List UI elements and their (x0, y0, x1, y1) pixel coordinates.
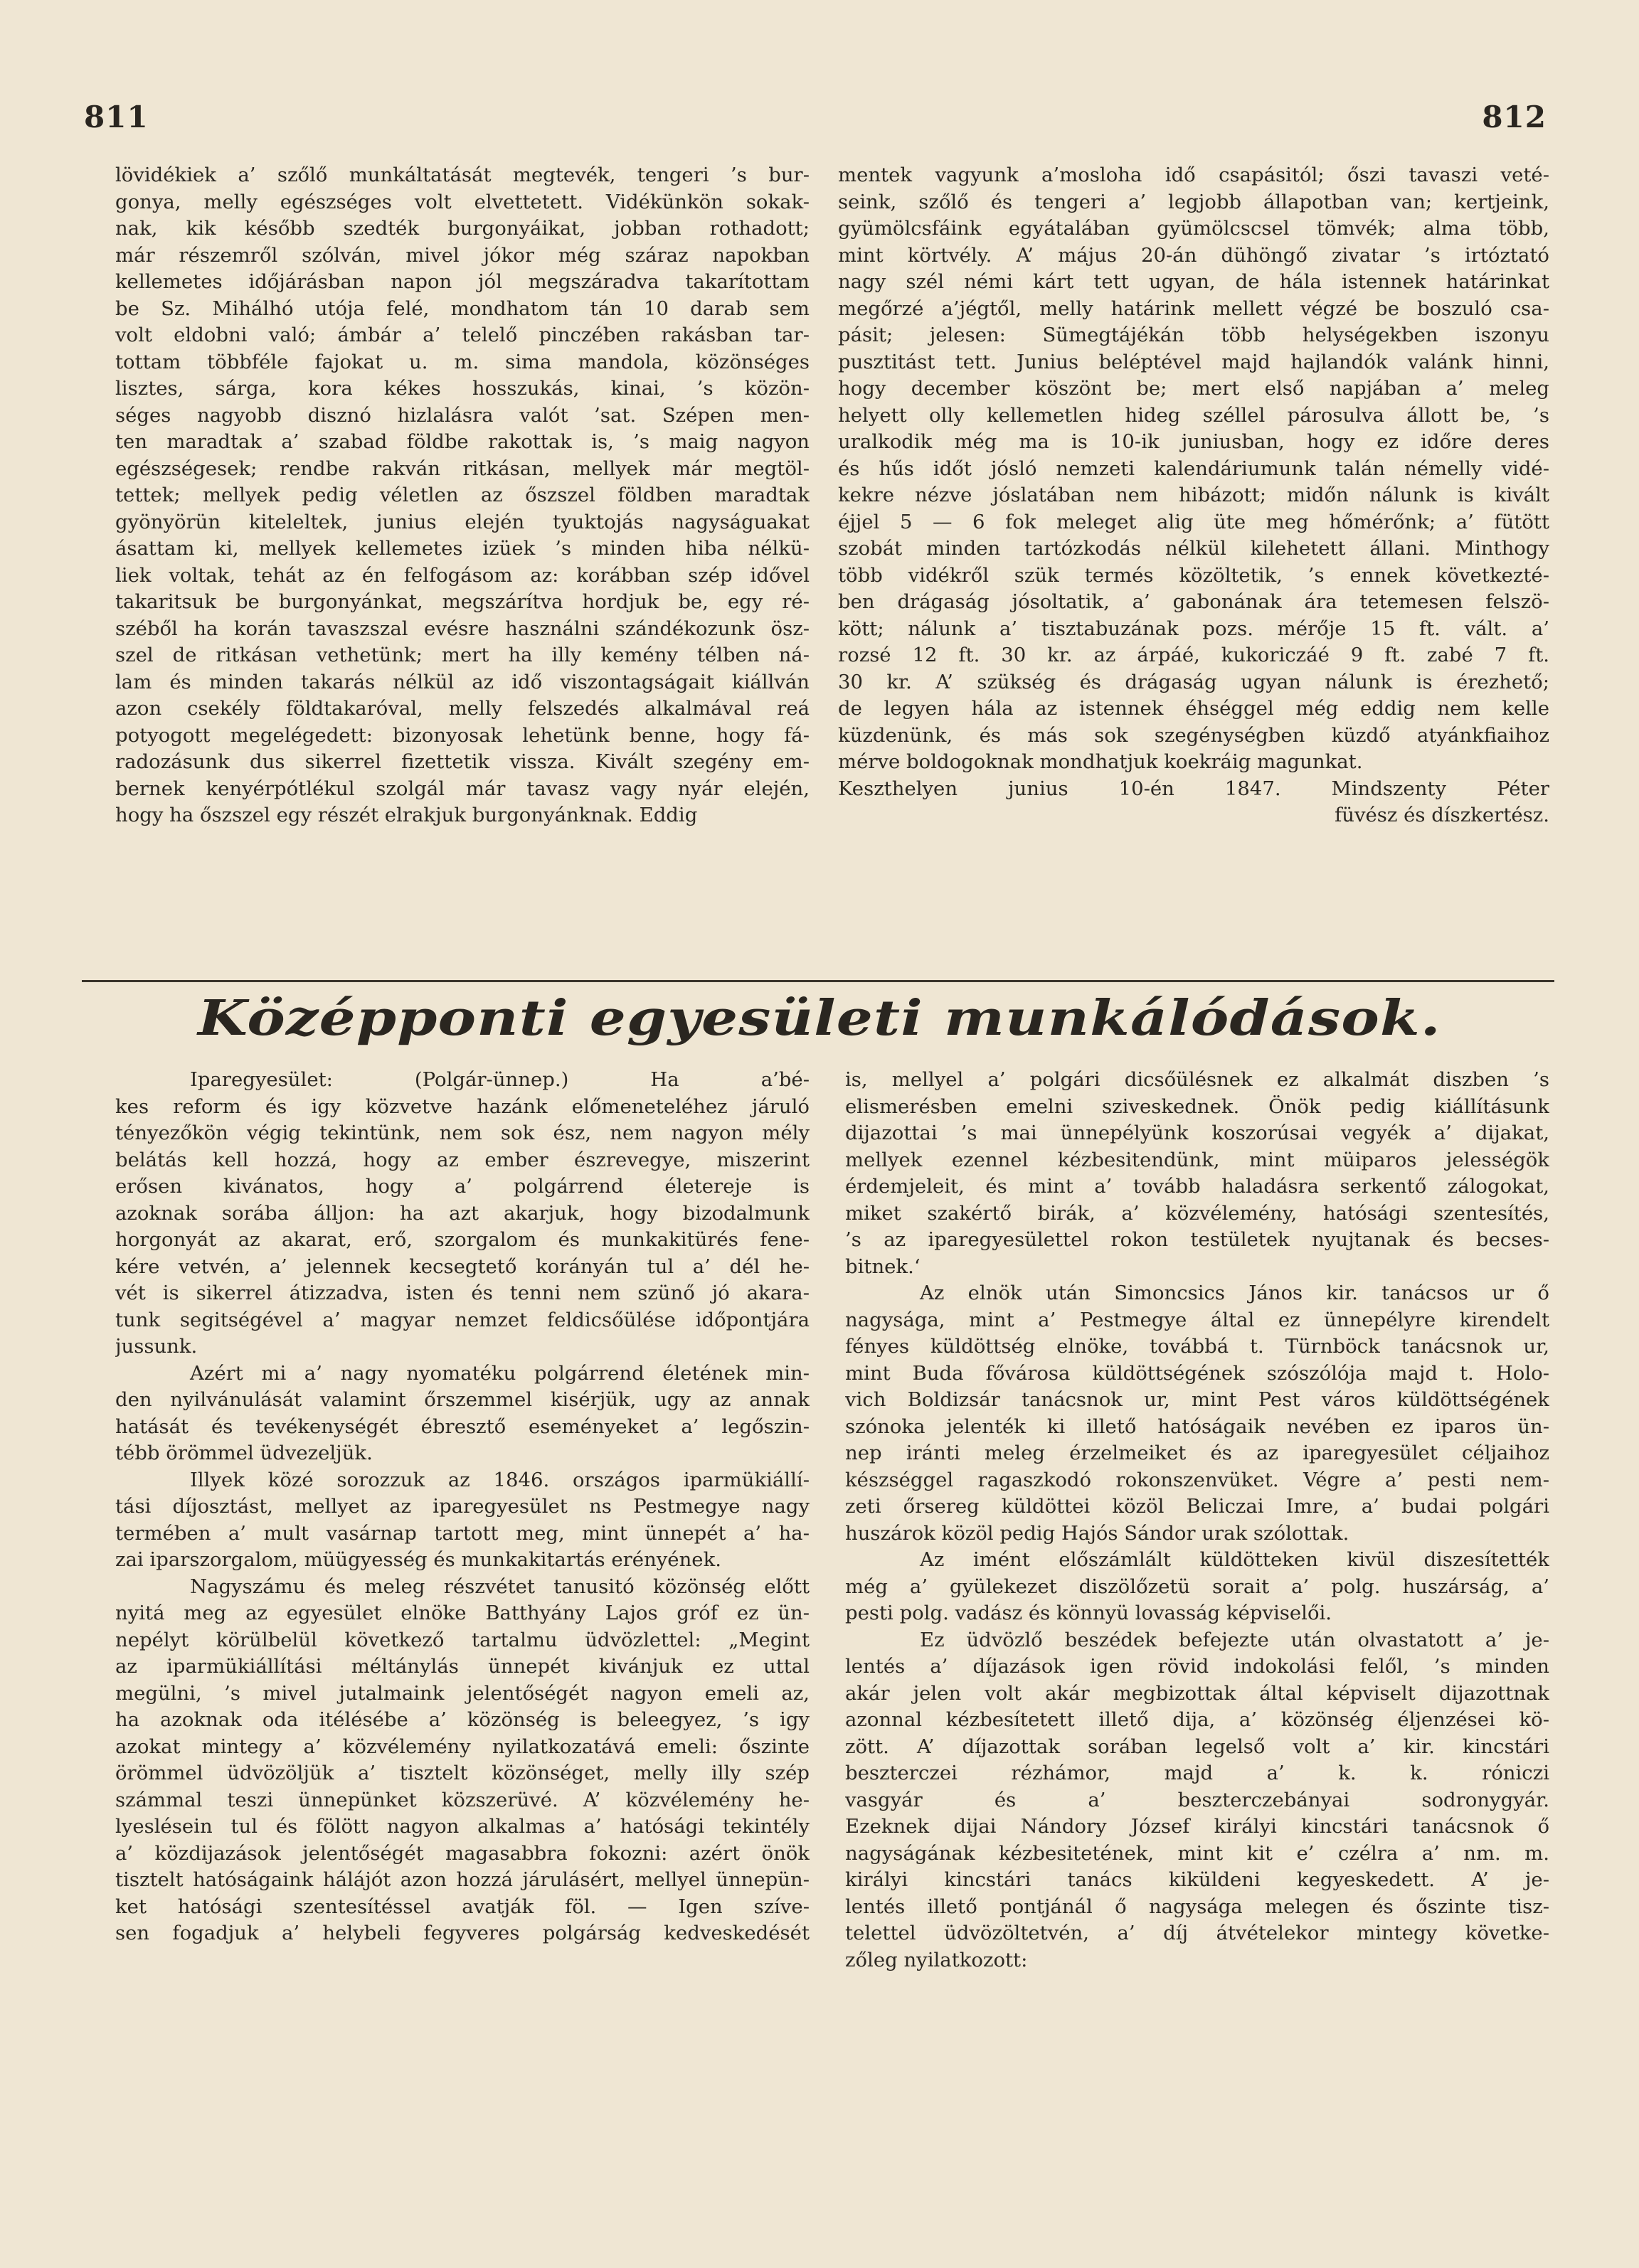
text-line: pusztitást tett. Junius beléptével majd hajlandók valánk hinni, (838, 350, 1549, 373)
page-number-right: 812 (1482, 100, 1547, 134)
text-line: rozsé 12 ft. 30 kr. az árpáé, kukoriczáé 9 ft. zabé 7 ft. (838, 644, 1549, 666)
text-line: lentés illető pontjánál ő nagysága melegen és őszinte tisz- (845, 1895, 1549, 1918)
text-line: készséggel ragaszkodó rokonszenvüket. Végre a’ pesti nem- (845, 1468, 1549, 1491)
text-line: megőrzé a’jégtől, melly határink mellett végzé be boszuló csa- (838, 297, 1549, 320)
text-line: helyett olly kellemetlen hideg széllel párosulva állott be, ’s (838, 403, 1549, 427)
text-line: takaritsuk be burgonyánkat, megszárítva hordjuk be, egy ré- (115, 590, 810, 613)
text-line: lentés a’ díjazások igen rövid indokolási felől, ’s minden (845, 1655, 1549, 1678)
text-line: gyümölcsfáink egyátalában gyümölcscsel tömvék; alma több, (838, 217, 1549, 240)
text-line: nak, kik később szedték burgonyáikat, jobban rothadott; (115, 217, 810, 240)
text-line: azokat mintegy a’ közvélemény nyilatkozatává emeli: őszinte (115, 1735, 810, 1758)
text-line: tunk segitségével a’ magyar nemzet feldicsőülése időpontjára (115, 1308, 810, 1331)
text-line: királyi kincstári tanács kiküldeni kegyeskedett. A’ je- (845, 1868, 1549, 1891)
text-line: den nyilvánulását valamint őrszemmel kisérjük, ugy az annak (115, 1388, 810, 1411)
text-line: seink, szőlő és tengeri a’ legjobb állapotban van; kertjeink, (838, 190, 1549, 213)
text-line: szel de ritkásan vethetünk; mert ha illy kemény télben ná- (115, 644, 810, 666)
text-line: zeti őrsereg küldöttei közöl Beliczai Imre, a’ budai polgári (845, 1495, 1549, 1518)
text-line: kére vetvén, a’ jelennek kecsegtető korányán tul a’ dél he- (115, 1255, 810, 1278)
text-line: küzdenünk, és más sok szegénységben küzdő atyánkfiaihoz (838, 723, 1549, 747)
text-line: nyitá meg az egyesület elnöke Batthyány Lajos gróf ez ün- (115, 1602, 810, 1624)
text-line: lövidékiek a’ szőlő munkáltatását megtevék, tengeri ’s bur- (115, 164, 810, 186)
text-line: ben drágaság jósoltatik, a’ gabonának ára tetemesen felszö- (838, 590, 1549, 613)
text-line: fényes küldöttség elnöke, továbbá t. Türnböck tanácsnok ur, (845, 1335, 1549, 1358)
text-line: Keszthelyen junius 10-én 1847. Mindszenty Péter (838, 777, 1549, 800)
text-line: de legyen hála az istennek éhséggel még eddig nem kelle (838, 697, 1549, 720)
text-line: több vidékről szük termés közöltetik, ’s ennek következté- (838, 563, 1549, 587)
text-line: egészségesek; rendbe rakván ritkásan, mellyek már megtöl- (115, 457, 810, 480)
text-line: számmal teszi ünnepünket közszerüvé. A’ közvélemény he- (115, 1788, 810, 1811)
text-line: tottam többféle fajokat u. m. sima mandola, közönséges (115, 350, 810, 373)
text-line: volt eldobni való; ámbár a’ telelő pinczében rakásban tar- (115, 324, 810, 346)
text-line: zai iparszorgalom, müügyesség és munkakitartás erényének. (115, 1548, 721, 1571)
column-top-right (838, 162, 1549, 829)
page-number-left: 811 (84, 100, 149, 134)
text-line: mentek vagyunk a’mosloha idő csapásitól; őszi tavaszi veté- (838, 164, 1549, 186)
text-line: tási díjosztást, mellyet az iparegyesület ns Pestmegye nagy (115, 1495, 810, 1518)
column-top-left (115, 162, 810, 829)
text-line: pásit; jelesen: Sümegtájékán több helységekben iszonyu (838, 324, 1549, 346)
text-line: termében a’ mult vasárnap tartott meg, mint ünnepét a’ ha- (115, 1521, 810, 1545)
text-line: mint Buda fővárosa küldöttségének szószólója majd t. Holo- (845, 1361, 1549, 1385)
text-line: nagyságának kézbesitetének, mint kit e’ czélra a’ nm. m. (845, 1841, 1549, 1865)
text-line: Nagyszámu és meleg részvétet tanusitó közönség előtt (190, 1575, 810, 1598)
text-line: az iparmükiállítási méltánylás ünnepét kivánjuk ez uttal (115, 1655, 810, 1678)
text-line: séges nagyobb disznó hizlalásra valót ’sat. Szépen men- (115, 403, 810, 427)
text-line: hatását és tevékenységét ébresztő eseményeket a’ legőszin- (115, 1415, 810, 1438)
text-line: ha azoknak oda itélésébe a’ közönség is beleegyez, ’s igy (115, 1708, 810, 1731)
text-line: akár jelen volt akár megbizottak által képviselt dijazottnak (845, 1681, 1549, 1705)
text-line: Ez üdvözlő beszédek befejezte után olvastatott a’ je- (920, 1628, 1549, 1651)
text-line: 30 kr. A’ szükség és drágaság ugyan nálunk is érezhető; (838, 670, 1549, 693)
text-line: ket hatósági szentesítéssel avatják föl. — Igen szíve- (115, 1895, 810, 1918)
text-line: gyönyörün kiteleltek, junius elején tyuktojás nagyságuakat (115, 510, 810, 533)
text-line: pesti polg. vadász és könnyü lovasság képviselői. (845, 1602, 1332, 1624)
text-line: vich Boldizsár tanácsnok ur, mint Pest város küldöttségének (845, 1388, 1549, 1411)
text-line: radozásunk dus sikerrel fizettetik vissza. Kivált szegény em- (115, 750, 810, 773)
text-line: nagy szél némi kárt tett ugyan, de hála istennek határinkat (838, 270, 1549, 293)
text-line: tébb örömmel üdvezeljük. (115, 1442, 373, 1464)
text-line: megülni, ’s mivel jutalmaink jelentőségét nagyon emeli az, (115, 1681, 810, 1705)
text-line: nagysága, mint a’ Pestmegye által ez ünnepélyre kirendelt (845, 1308, 1549, 1331)
text-line: és hűs időt jósló nemzeti kalendáriumunk talán némelly vidé- (838, 457, 1549, 480)
text-line: szónoka jelenték ki illető hatóságaik nevében ez iparos ün- (845, 1415, 1549, 1438)
text-line: kekre nézve jóslatában nem hibázott; midőn nálunk is kivált (838, 484, 1549, 506)
text-line: érdemjeleit, és mint a’ tovább haladásra serkentő zálogokat, (845, 1175, 1549, 1198)
text-line: ten maradtak a’ szabad földbe rakottak is, ’s maig nagyon (115, 430, 810, 453)
text-line: kellemetes időjárásban napon jól megszáradva takarítottam (115, 270, 810, 293)
text-line: mint körtvély. A’ május 20-án dühöngő zivatar ’s irtóztató (838, 243, 1549, 267)
text-line: bitnek.‘ (845, 1255, 921, 1278)
text-line: erősen kivánatos, hogy a’ polgárrend életereje is (115, 1175, 810, 1198)
section-title: Középponti egyesületi munkálódások. (198, 990, 1441, 1047)
text-line: hogy ha őszszel egy részét elrakjuk burgonyánknak. Eddig (115, 804, 698, 826)
text-line: is, mellyel a’ polgári dicsőülésnek ez alkalmát diszben ’s (845, 1068, 1549, 1091)
text-line: vét is sikerrel átizzadva, isten és tenni nem szünő jó akara- (115, 1282, 810, 1304)
text-line: beszterczei rézhámor, majd a’ k. k. róniczi (845, 1762, 1549, 1784)
text-line: uralkodik még ma is 10-ik juniusban, hogy ez időre deres (838, 430, 1549, 453)
text-line: ásattam ki, mellyek kellemetes izüek ’s minden hiba nélkü- (115, 537, 810, 560)
text-line: zött. A’ díjazottak sorában legelső volt a’ kir. kincstári (845, 1735, 1549, 1758)
text-line: telettel üdvözöltetvén, a’ díj átvételekor mintegy követke- (845, 1922, 1549, 1944)
text-line: még a’ gyülekezet diszölőzetü sorait a’ polg. huszárság, a’ (845, 1575, 1549, 1598)
text-line: nepélyt körülbelül következő tartalmu üdvözlettel: „Megint (115, 1628, 810, 1651)
text-line: éjjel 5 — 6 fok meleget alig üte meg hőmérőnk; a’ fütött (838, 510, 1549, 533)
text-line: már részemről szólván, mivel jókor még száraz napokban (115, 243, 810, 267)
text-line: nep iránti meleg érzelmeiket és az iparegyesület céljaihoz (845, 1442, 1549, 1464)
text-line: tisztelt hatóságaink hálájót azon hozzá járulásért, mellyel ünnepün- (115, 1868, 810, 1891)
text-line: dijazottai ’s mai ünnepélyünk koszorúsai vegyék a’ dijakat, (845, 1122, 1549, 1144)
text-line: Illyek közé sorozzuk az 1846. országos iparmükiállí- (190, 1468, 810, 1491)
text-line: füvész és díszkertész. (1335, 804, 1549, 826)
text-line: tettek; mellyek pedig véletlen az őszszel földben maradtak (115, 484, 810, 506)
text-line: elismerésben emelni sziveskednek. Önök pedig kiállításunk (845, 1095, 1549, 1118)
text-line: miket szakértő birák, a’ közvélemény, hatósági szentesítés, (845, 1201, 1549, 1225)
text-line: szobát minden tartózkodás nélkül kilehetett állani. Minthogy (838, 537, 1549, 560)
text-line: azon csekély földtakaróval, melly felszedés alkalmával reá (115, 697, 810, 720)
column-bottom-right (845, 1067, 1549, 1974)
text-line: kes reform és igy közvetve hazánk előmeneteléhez járuló (115, 1095, 810, 1118)
text-line: örömmel üdvözöljük a’ tisztelt közönséget, melly illy szép (115, 1762, 810, 1784)
text-line: hogy december köszönt be; mert első napjában a’ meleg (838, 377, 1549, 400)
text-line: kött; nálunk a’ tisztabuzának pozs. mérője 15 ft. vált. a’ (838, 617, 1549, 640)
text-line: horgonyát az akarat, erő, szorgalom és munkakitürés fene- (115, 1228, 810, 1251)
text-line: Az imént előszámlált küldötteken kivül diszesítették (920, 1548, 1549, 1571)
text-line: lam és minden takarás nélkül az idő viszontagságait kiállván (115, 670, 810, 693)
text-line: Iparegyesület: (Polgár-ünnep.) Ha a’bé- (190, 1068, 810, 1091)
text-line: mérve boldogoknak mondhatjuk koekráig magunkat. (838, 750, 1363, 773)
text-line: a’ közdijazások jelentőségét magasabbra fokozni: azért önök (115, 1841, 810, 1865)
text-line: jussunk. (115, 1335, 198, 1358)
text-line: liek voltak, tehát az én felfogásom az: korábban szép idővel (115, 563, 810, 587)
text-line: vasgyár és a’ beszterczebányai sodronygyár. (845, 1788, 1549, 1811)
section-divider (82, 980, 1554, 982)
text-line: be Sz. Mihálhó utója felé, mondhatom tán 10 darab sem (115, 297, 810, 320)
column-bottom-left (115, 1067, 810, 1947)
text-line: mellyek ezennel kézbesitendünk, mint müiparos jelességök (845, 1148, 1549, 1171)
text-line: Az elnök után Simoncsics János kir. tanácsos ur ő (920, 1282, 1549, 1304)
text-line: lyeslésein tul és fölött nagyon alkalmas a’ hatósági tekintély (115, 1815, 810, 1838)
text-line: azoknak sorába álljon: ha azt akarjuk, hogy bizodalmunk (115, 1201, 810, 1225)
text-line: potyogott megelégedett: bizonyosak lehetünk benne, hogy fá- (115, 723, 810, 747)
text-line: lisztes, sárga, kora kékes hosszukás, kinai, ’s közön- (115, 377, 810, 400)
text-line: belátás kell hozzá, hogy az ember észrevegye, miszerint (115, 1148, 810, 1171)
text-line: bernek kenyérpótlékul szolgál már tavasz vagy nyár elején, (115, 777, 810, 800)
text-line: tényezőkön végig tekintünk, nem sok ész, nem nagyon mély (115, 1122, 810, 1144)
text-line: széből ha korán tavaszszal evésre használni szándékozunk ösz- (115, 617, 810, 640)
text-line: Ezeknek dijai Nándory József királyi kincstári tanácsnok ő (845, 1815, 1549, 1838)
text-line: gonya, melly egészséges volt elvettetett. Vidékünkön sokak- (115, 190, 810, 213)
text-line: huszárok közöl pedig Hajós Sándor urak szólottak. (845, 1521, 1349, 1545)
text-line: sen fogadjuk a’ helybeli fegyveres polgárság kedveskedését (115, 1922, 810, 1944)
text-line: azonnal kézbesítetett illető dija, a’ közönség éljenzései kö- (845, 1708, 1549, 1731)
text-line: ’s az iparegyesülettel rokon testületek nyujtanak és becses- (845, 1228, 1549, 1251)
text-line: zőleg nyilatkozott: (845, 1948, 1028, 1971)
text-line: Azért mi a’ nagy nyomatéku polgárrend életének min- (190, 1361, 810, 1385)
